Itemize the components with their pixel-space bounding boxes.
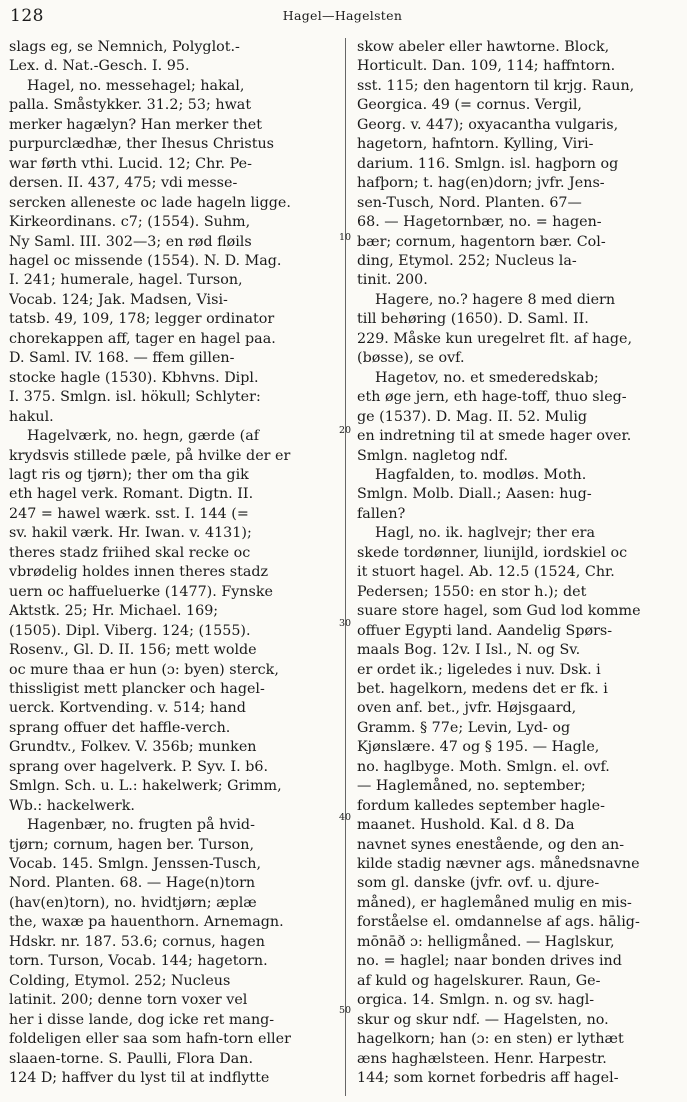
text-line: skede tordønner, liunijld, iordskiel oc — [357, 544, 628, 561]
line-marker: 30 — [339, 618, 352, 629]
text-line: I. 241; humerale, hagel. Turson, — [9, 272, 243, 289]
text-line: navnet synes enestående, og den an- — [357, 836, 625, 853]
text-line: Kirkeordinans. c7; (1554). Suhm, — [9, 214, 251, 231]
text-line: theres stadz friihed skal recke oc — [9, 544, 251, 561]
text-line: no. = haglel; naar bonden drives ind — [357, 953, 622, 970]
text-line: bær; cornum, hagentorn bær. Col- — [357, 233, 606, 250]
text-line: slags eg, se Nemnich, Polyglot.- — [9, 39, 240, 55]
text-line: it stuort hagel. Ab. 12.5 (1524, Chr. — [357, 564, 615, 581]
text-line: Vocab. 145. Smlgn. Jenssen-Tusch, — [9, 856, 262, 873]
text-line: tinit. 200. — [357, 272, 428, 289]
text-line: Hagelværk, no. hegn, gærde (af — [27, 428, 260, 445]
text-line: (bøsse), se ovf. — [357, 350, 465, 367]
text-line: sprang offuer det haffle-verch. — [9, 719, 231, 736]
text-line: uern oc haffueluerke (1477). Fynske — [9, 583, 274, 600]
text-line: Lex. d. Nat.-Gesch. I. 95. — [9, 58, 190, 75]
text-line: (hav(en)torn), no. hvidtjørn; æplæ — [9, 894, 257, 911]
line-marker: 20 — [339, 425, 352, 436]
text-line: Smlgn. Molb. Diall.; Aasen: hug- — [357, 486, 592, 503]
text-line: till behøring (1650). D. Saml. II. — [357, 311, 589, 328]
text-line: hafþorn; t. hag(en)dorn; jvfr. Jens- — [357, 175, 605, 192]
text-line: æns haghælsteen. Henr. Harpestr. — [357, 1050, 607, 1067]
text-line: darium. 116. Smlgn. isl. hagþorn og — [357, 155, 619, 172]
text-line: fordum kalledes september hagle- — [357, 797, 605, 814]
text-line: oc mure thaa er hun (ɔ: byen) sterck, — [9, 661, 279, 678]
text-line: Smlgn. nagletog ndf. — [357, 447, 509, 464]
text-line: Georgica. 49 (= cornus. Vergil, — [357, 97, 582, 114]
text-line: Vocab. 124; Jak. Madsen, Visi- — [9, 291, 228, 308]
text-line: orgica. 14. Smlgn. n. og sv. hagl- — [357, 992, 595, 1009]
page-header — [10, 6, 675, 28]
text-line: en indretning til at smede hager over. — [357, 428, 632, 445]
text-line: (1505). Dipl. Viberg. 124; (1555). — [9, 622, 251, 639]
text-line: war førth vthi. Lucid. 12; Chr. Pe- — [9, 155, 252, 172]
text-line: Georg. v. 447); oxyacantha vulgaris, — [357, 116, 619, 133]
text-line: Wb.: hackelwerk. — [9, 797, 135, 814]
text-line: no. haglbyge. Moth. Smlgn. el. ovf. — [357, 758, 610, 775]
text-line: ge (1537). D. Mag. II. 52. Mulig — [357, 408, 588, 425]
text-line: chorekappen aff, tager en hagel paa. — [9, 330, 276, 347]
text-line: Hagl, no. ik. haglvejr; ther era — [375, 525, 596, 542]
text-line: tatsb. 49, 109, 178; legger ordinator — [9, 311, 275, 328]
text-line: maanet. Hushold. Kal. d 8. Da — [357, 817, 575, 834]
text-line: krydsvis stillede pæle, på hvilke der er — [9, 447, 291, 464]
left-column — [9, 38, 334, 1088]
text-line: Ny Saml. III. 302—3; en rød fløils — [9, 233, 252, 250]
text-line: tjørn; cornum, hagen ber. Turson, — [9, 836, 255, 853]
text-line: som gl. danske (jvfr. ovf. u. djure- — [357, 875, 600, 892]
text-line: 68. — Hagetornbær, no. = hagen- — [357, 214, 602, 231]
line-marker: 40 — [339, 812, 352, 823]
text-line: 124 D; haffver du lyst til at indflytte — [9, 1070, 270, 1087]
text-line: bet. hagelkorn, medens det er fk. i — [357, 680, 608, 697]
right-column — [357, 38, 682, 1088]
text-line: slaaen-torne. S. Paulli, Flora Dan. — [9, 1050, 254, 1067]
text-line: måned), er haglemåned mulig en mis- — [357, 894, 632, 911]
text-line: hagel oc missende (1554). N. D. Mag. — [9, 252, 282, 269]
text-line: sen-Tusch, Nord. Planten. 67— — [357, 194, 582, 211]
text-line: her i disse lande, dog icke ret mang- — [9, 1011, 275, 1028]
text-line: merker hagælyn? Han merker thet — [9, 116, 263, 133]
text-line: sprang over hagelverk. P. Syv. I. b6. — [9, 758, 268, 775]
text-line: purpurclædhæ, ther Ihesus Christus — [9, 136, 275, 153]
text-line: Colding, Etymol. 252; Nucleus — [9, 972, 231, 989]
text-line: lagt ris og tjørn); ther om tha gik — [9, 466, 249, 483]
text-line: Grundtv., Folkev. V. 356b; munken — [9, 739, 257, 756]
text-line: kilde stadig nævner ags. månedsnavne — [357, 856, 640, 873]
text-line: Hagenbær, no. frugten på hvid- — [27, 817, 255, 834]
text-line: 144; som kornet forbedris aff hagel- — [357, 1070, 619, 1087]
text-line: fallen? — [357, 505, 406, 522]
text-line: vbrødelig holdes innen theres stadz — [9, 564, 269, 581]
text-line: stocke hagle (1530). Kbhvns. Dipl. — [9, 369, 259, 386]
text-line: af kuld og hagelskurer. Raun, Ge- — [357, 972, 601, 989]
text-line: suare store hagel, som Gud lod komme — [357, 603, 641, 620]
text-line: sv. hakil værk. Hr. Iwan. v. 4131); — [9, 525, 252, 542]
line-marker: 10 — [339, 232, 352, 243]
text-line: Hdskr. nr. 187. 53.6; cornus, hagen — [9, 933, 265, 950]
text-line: maals Bog. 12v. I Isl., N. og Sv. — [357, 642, 581, 659]
text-line: forståelse el. omdannelse af ags. hālig- — [357, 914, 640, 931]
text-line: skow abeler eller hawtorne. Block, — [357, 39, 610, 55]
text-line: skur og skur ndf. — Hagelsten, no. — [357, 1011, 609, 1028]
text-line: I. 375. Smlgn. isl. hökull; Schlyter: — [9, 389, 261, 406]
text-line: ding, Etymol. 252; Nucleus la- — [357, 252, 577, 269]
text-line: torn. Turson, Vocab. 144; hagetorn. — [9, 953, 268, 970]
text-line: hagetorn, hafntorn. Kylling, Viri- — [357, 136, 594, 153]
text-line: Hagfalden, to. modløs. Moth. — [375, 466, 587, 483]
text-line: offuer Egypti land. Aandelig Spørs- — [357, 622, 613, 639]
text-line: sercken alleneste oc lade hageln ligge. — [9, 194, 291, 211]
text-line: hagelkorn; han (ɔ: en sten) er lythæt — [357, 1031, 624, 1048]
text-line: Kjønslære. 47 og § 195. — Hagle, — [357, 739, 600, 756]
text-line: mōnāð ɔ: helligmåned. — Haglskur, — [357, 933, 615, 950]
text-line: Pedersen; 1550: en stor h.); det — [357, 583, 587, 600]
text-line: palla. Småstykker. 31.2; 53; hwat — [9, 97, 252, 114]
text-line: er ordet ik.; ligeledes i nuv. Dsk. i — [357, 661, 601, 678]
text-line: sst. 115; den hagentorn til krjg. Raun, — [357, 77, 635, 94]
text-line: Hagetov, no. et smederedskab; — [375, 369, 599, 386]
text-line: 229. Måske kun uregelret flt. af hage, — [357, 330, 633, 347]
text-line: Horticult. Dan. 109, 114; haffntorn. — [357, 58, 616, 75]
text-line: Aktstk. 25; Hr. Michael. 169; — [9, 603, 219, 620]
text-line: hakul. — [9, 408, 54, 425]
text-line: uerck. Kortvending. v. 514; hand — [9, 700, 246, 717]
text-line: eth øge jern, eth hage-toff, thuo sleg- — [357, 389, 627, 406]
column-divider — [345, 38, 346, 1096]
text-line: eth hagel verk. Romant. Digtn. II. — [9, 486, 254, 503]
text-line: foldeligen eller saa som hafn-torn eller — [9, 1031, 291, 1048]
text-line: D. Saml. IV. 168. — ffem gillen- — [9, 350, 235, 367]
text-line: the, waxæ pa hauenthorn. Arnemagn. — [9, 914, 284, 931]
text-line: Hagel, no. messehagel; hakal, — [27, 77, 245, 94]
text-line: oven anf. bet., jvfr. Højsgaard, — [357, 700, 577, 717]
running-head: Hagel—Hagelsten — [282, 8, 403, 23]
text-line: 247 = hawel wærk. sst. I. 144 (= — [9, 505, 249, 522]
text-line: — Haglemåned, no. september; — [357, 778, 586, 795]
text-line: Hagere, no.? hagere 8 med diern — [375, 291, 616, 308]
text-line: thissligist mett plancker och hagel- — [9, 680, 265, 697]
text-line: latinit. 200; denne torn voxer vel — [9, 992, 248, 1009]
text-line: dersen. II. 437, 475; vdi messe- — [9, 175, 238, 192]
text-line: Gramm. § 77e; Levin, Lyd- og — [357, 719, 571, 736]
line-marker: 50 — [339, 1005, 352, 1016]
text-line: Smlgn. Sch. u. L.: hakelwerk; Grimm, — [9, 778, 282, 795]
text-line: Nord. Planten. 68. — Hage(n)torn — [9, 875, 256, 892]
text-line: Rosenv., Gl. D. II. 156; mett wolde — [9, 642, 257, 659]
page-number: 128 — [10, 6, 44, 26]
